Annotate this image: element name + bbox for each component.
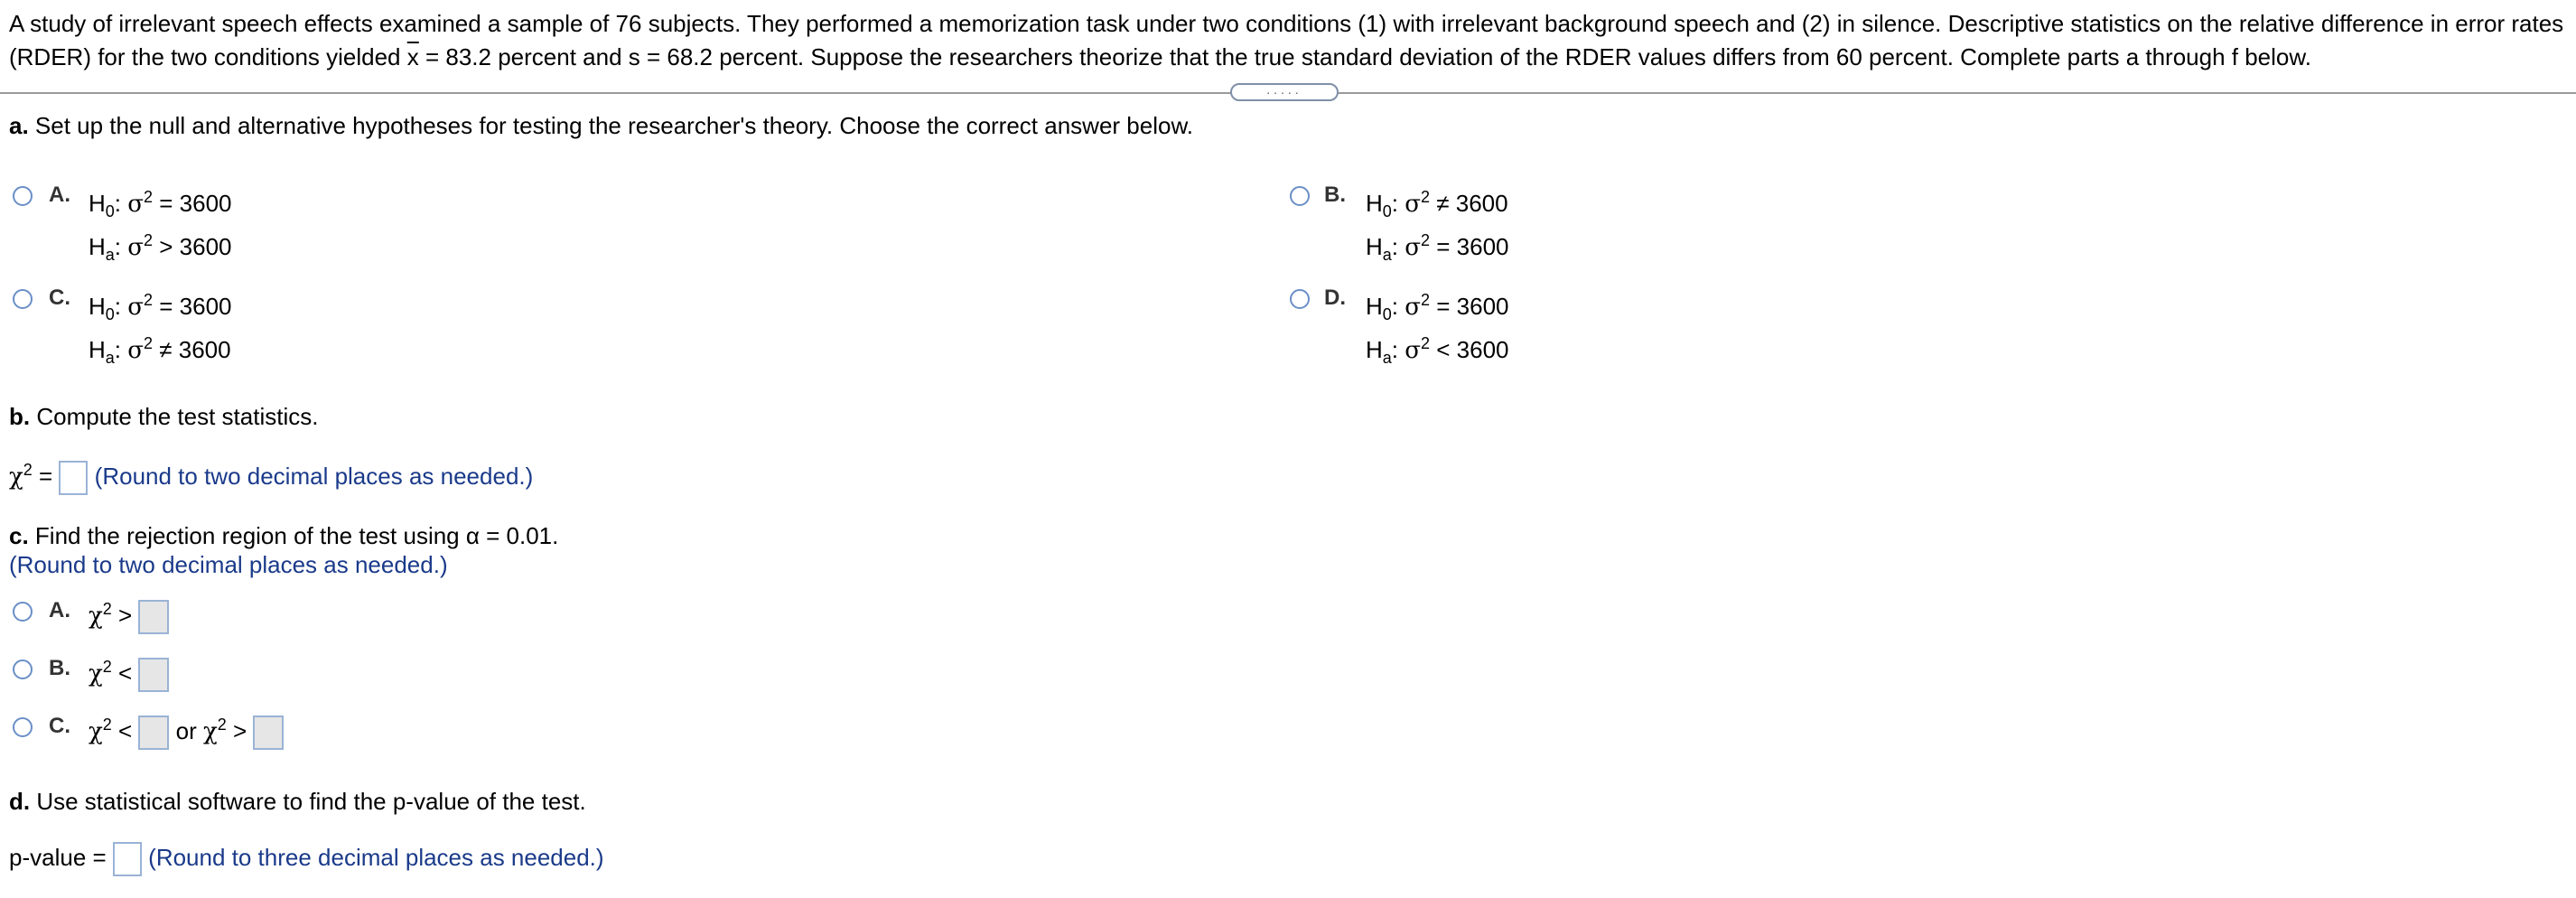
p-value-input[interactable] [113,842,142,876]
part-a-option-d-alt: $H_a$: $\sigma^2 < 3600$ [1366,334,1509,367]
expand-toggle-button[interactable]: ..... [1230,83,1339,101]
part-b-hint: (Round to two decimal places as needed.) [94,462,534,490]
part-a-option-d-letter: D. [1324,285,1346,310]
part-c-option-a-input[interactable] [138,600,169,634]
part-b-heading: b. Compute the test statistics. [9,403,319,430]
part-c-option-c-letter: C. [49,714,70,738]
part-a-option-a-letter: A. [49,182,70,207]
part-c-option-b-letter: B. [49,656,70,680]
part-c-option-b-radio[interactable] [13,659,33,679]
question-intro [9,7,2565,74]
part-a-option-c-null: $H_0$: $\sigma^2 = 3600$ [89,291,232,323]
part-c-option-c-radio[interactable] [13,717,33,737]
part-a-option-b-null: $H_0$: $\sigma^2 \ne 3600$ [1366,188,1508,220]
part-a-option-c-alt: $H_a$: $\sigma^2 \ne 3600$ [89,334,231,367]
part-a-option-d-null: $H_0$: $\sigma^2 = 3600$ [1366,291,1509,323]
part-c-option-c-lower-input[interactable] [138,716,169,750]
chi-square-input[interactable] [59,461,88,495]
part-c-option-b-expr: $\chi^2$ < [89,658,169,692]
part-d-answer-row [9,842,604,876]
part-a-heading: a. Set up the null and alternative hypotheses for testing the researcher's theory. Choose the correct answer below. [9,112,1194,139]
p-value-label: p-value = [9,843,107,871]
part-b-answer-row: $\chi^2$ = (Round to two decimal places as needed.) [9,461,533,495]
part-a-option-c-letter: C. [49,285,70,310]
part-c-option-b-input[interactable] [138,658,169,692]
x-bar-symbol: $\overline{x}$ [406,43,419,70]
part-a-option-b-letter: B. [1324,182,1346,207]
part-c-hint: (Round to two decimal places as needed.) [9,551,448,578]
part-a-option-a-null: $H_0$: $\sigma^2 = 3600$ [89,188,232,220]
part-a-option-c-radio[interactable] [13,289,33,309]
part-c-option-a-expr: $\chi^2$ > [89,600,169,634]
part-c-option-a-letter: A. [49,598,70,622]
part-c-option-a-radio[interactable] [13,602,33,622]
part-a-option-d-radio[interactable] [1290,289,1310,309]
part-c-heading: c. Find the rejection region of the test using α = 0.01. [9,522,559,549]
part-a-option-a-radio[interactable] [13,186,33,206]
part-a-option-a-alt: $H_a$: $\sigma^2 > 3600$ [89,231,232,264]
part-d-heading: d. Use statistical software to find the p-value of the test. [9,788,586,815]
part-a-option-b-radio[interactable] [1290,186,1310,206]
intro-text-1: A study of irrelevant speech effects examined a sample of 76 subjects. They performed a memorization task under two conditions (1) with irrelevant background speech and (2) in silence. Descriptive statistics on the relative difference in error rates (RDER) for the two conditions yielded [9,10,2564,70]
part-d-hint: (Round to three decimal places as needed.) [148,843,604,871]
part-a-option-b-alt: $H_a$: $\sigma^2 = 3600$ [1366,231,1509,264]
intro-text-2: = 83.2 percent and s = 68.2 percent. Suppose the researchers theorize that the true standard deviation of the RDER values differs from 60 percent. Complete parts a through f below. [418,43,2311,70]
part-c-option-c-expr: $\chi^2$ < or $\chi^2$ > [89,716,284,750]
part-c-option-c-upper-input[interactable] [253,716,284,750]
